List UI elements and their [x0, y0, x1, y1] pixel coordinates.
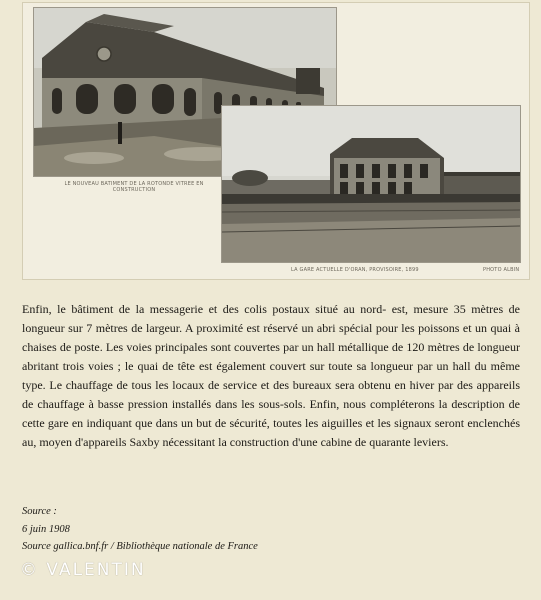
- article-paragraph: Enfin, le bâtiment de la messagerie et des colis postaux situé au nord- est, mesure 35 mètres de longueur sur 7 mètres de largeur. A proximité est réservé un abri spécial pour les poissons et un quai à chaises de poste. Les voies principales sont couvertes par un hall métallique de 120 mètres de longueur abritant trois voies ; le quai de tête est également couvert sur toute sa longueur par un hall du même type. Le chauffage de tous les locaux de service et des bureaux sera obtenu en hiver par des appareils de chauffage à basse pression installés dans les sous-sols. Enfin, nous compléterons la description de cette gare en indiquant que dans un but de sécurité, toutes les aiguilles et les signaux seront enclenchés au, moyen d'appareils Saxby nécessitant la construction d'une cabine de quarante leviers.: [22, 302, 520, 449]
- bottom-photo-caption: LA GARE ACTUELLE D'ORAN, PROVISOIRE, 1899: [291, 267, 419, 273]
- source-label: Source :: [22, 506, 57, 517]
- source-line: Source gallica.bnf.fr / Bibliothèque nationale de France: [22, 541, 258, 552]
- top-photo-caption: LE NOUVEAU BATIMENT DE LA ROTONDE VITREE EN CONSTRUCTION: [64, 181, 204, 193]
- source-date: 6 juin 1908: [22, 523, 70, 535]
- station-image: [222, 106, 520, 262]
- watermark: © VALENTIN: [20, 560, 146, 580]
- photo-panel: [22, 2, 530, 280]
- source-block: [22, 503, 258, 556]
- photo-current-station: [221, 105, 521, 263]
- bottom-photo-credit: PHOTO ALBIN: [483, 267, 520, 273]
